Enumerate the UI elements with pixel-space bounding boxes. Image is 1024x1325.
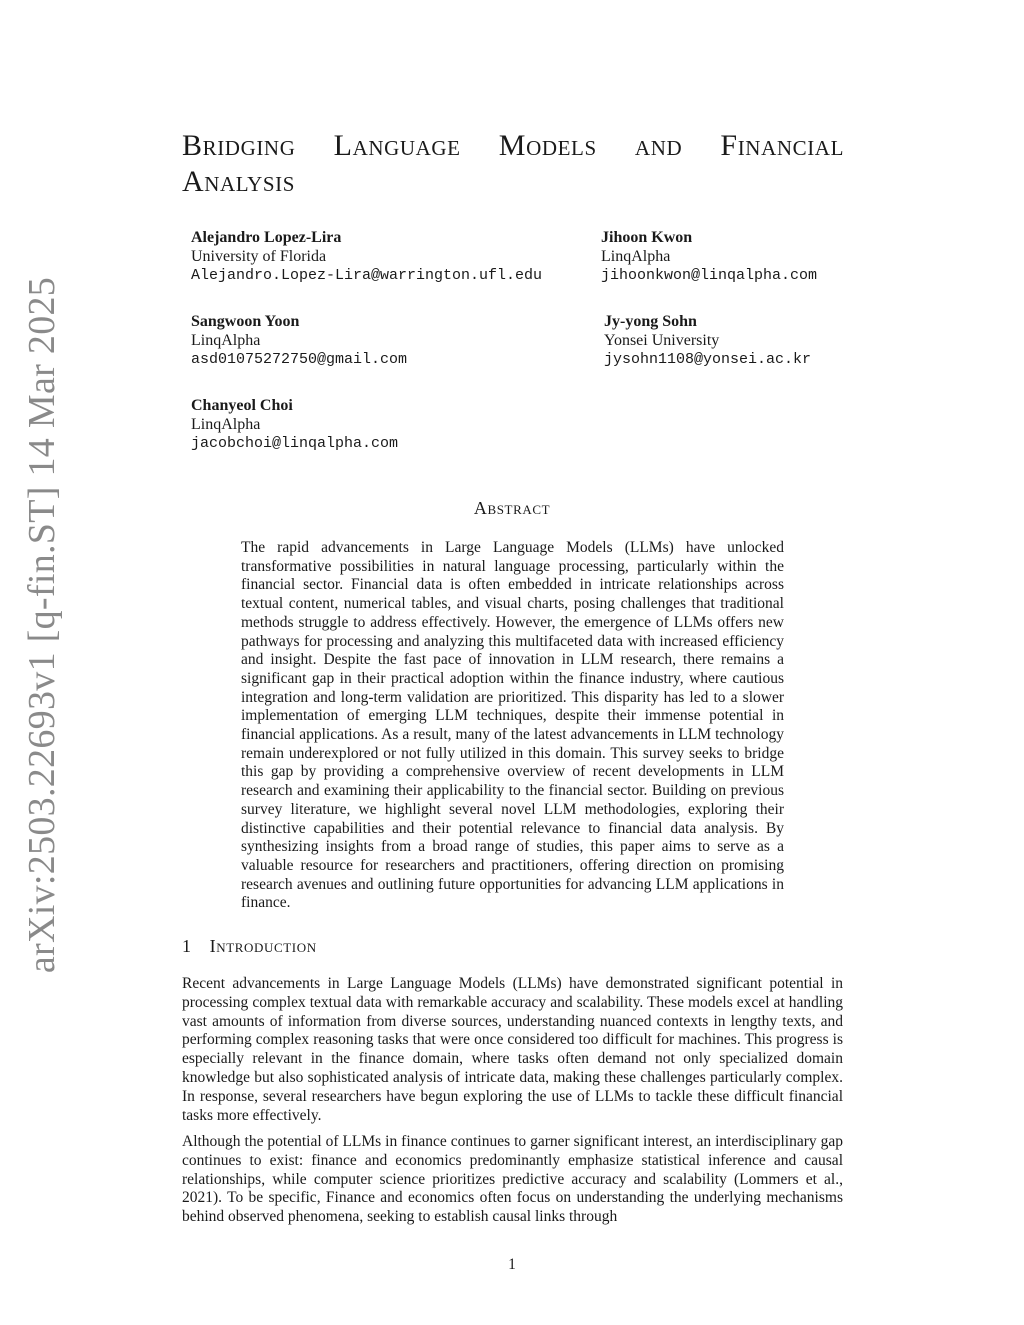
author-affiliation: University of Florida [191, 248, 327, 265]
author-block [191, 312, 407, 369]
author-email: Alejandro.Lopez-Lira@warrington.ufl.edu [191, 267, 543, 284]
section-heading [182, 936, 317, 957]
paper-title-line-1: Bridging Language Models and Financial [182, 129, 844, 162]
body-paragraph: Recent advancements in Large Language Models (LLMs) have demonstrated significant potential in processing complex textual data with remarkable accuracy and scalability. These models excel at handling vast amounts of information from diverse sources, understanding nuanced contexts in lengthy texts, and performing complex reasoning tasks that were once considered too difficult for machines. This progress is especially relevant in the finance domain, where tasks often demand not only specialized domain knowledge but also sophisticated analysis of intricate data, making these challenges particularly complex. In response, several researchers have begun exploring the use of LLMs to tackle these difficult financial tasks more effectively. [182, 975, 843, 1124]
page-number: 1 [508, 1256, 516, 1273]
author-block [191, 396, 398, 453]
author-block [604, 312, 811, 369]
arxiv-identifier-stamp: arXiv:2503.22693v1 [q-fin.ST] 14 Mar 2025 [21, 276, 63, 974]
paper-title [182, 128, 844, 200]
author-block [191, 228, 542, 285]
author-affiliation: LinqAlpha [191, 416, 261, 433]
author-name: Jy-yong Sohn [604, 313, 697, 330]
author-name: Jihoon Kwon [601, 229, 693, 246]
author-name: Sangwoon Yoon [191, 313, 300, 330]
paper-title-line-2: Analysis [182, 165, 296, 198]
author-email: jacobchoi@linqalpha.com [191, 435, 399, 452]
author-email: jihoonkwon@linqalpha.com [601, 267, 818, 284]
abstract-text: The rapid advancements in Large Language Models (LLMs) have unlocked transformative possibilities in natural language processing, particularly within the financial sector. Financial data is often embedded in intricate relationships across textual content, numerical tables, and visual charts, posing challenges that traditional methods struggle to address effectively. However, the emergence of LLMs offers new pathways for processing and analyzing this multifaceted data with increased efficiency and insight. Despite the fast pace of innovation in LLM research, there remains a significant gap in their practical adoption within the finance industry, where cautious integration and long-term validation are prioritized. This disparity has led to a slower implementation of emerging LLM techniques, despite their immense potential in financial applications. As a result, many of the latest advancements in LLM technology remain underexplored or not fully utilized in this domain. This survey seeks to bridge this gap by providing a comprehensive overview of recent developments in LLM research and examining their applicability to the financial sector. Building on previous survey literature, we highlight several novel LLM methodologies, exploring their distinctive capabilities and their potential relevance to financial data analysis. By synthesizing insights from a broad range of studies, this paper aims to serve as a valuable resource for researchers and practitioners, offering direction on promising research avenues and outlining future opportunities for advancing LLM applications in finance. [241, 539, 784, 912]
author-email: asd01075272750@gmail.com [191, 351, 408, 368]
section-number: 1 [182, 936, 192, 956]
author-affiliation: LinqAlpha [601, 248, 671, 265]
section-title: Introduction [209, 936, 317, 956]
author-block [601, 228, 817, 285]
author-name: Chanyeol Choi [191, 397, 293, 414]
author-affiliation: Yonsei University [604, 332, 720, 349]
body-paragraph: Although the potential of LLMs in finance continues to garner significant interest, an interdisciplinary gap continues to exist: finance and economics predominantly emphasize statistical inference and causal relationships, while computer science prioritizes predictive accuracy and scalability (Lommers et al., 2021). To be specific, Finance and economics often focus on understanding the underlying mechanisms behind observed phenomena, seeking to establish causal links through [182, 1133, 843, 1226]
author-name: Alejandro Lopez-Lira [191, 229, 342, 246]
author-affiliation: LinqAlpha [191, 332, 261, 349]
author-email: jysohn1108@yonsei.ac.kr [604, 351, 812, 368]
abstract-heading: Abstract [473, 498, 551, 518]
